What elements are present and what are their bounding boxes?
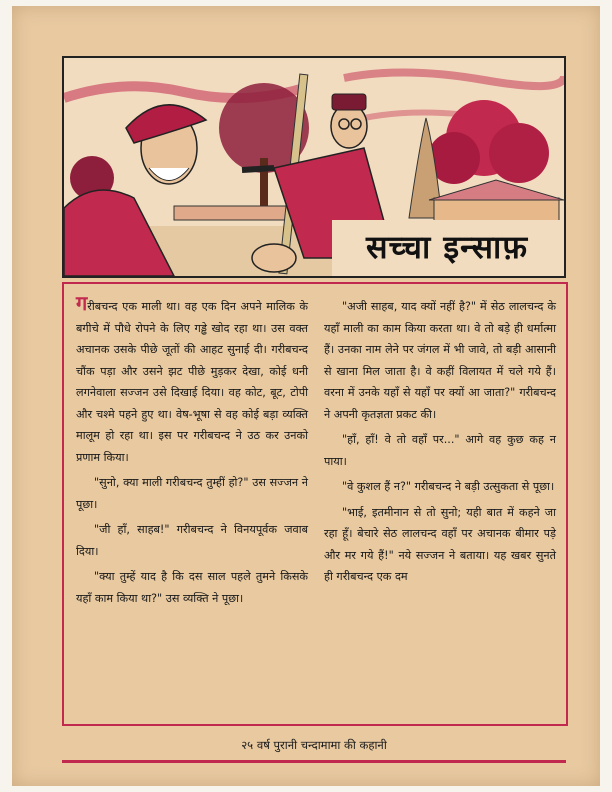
paragraph: "जी हाँ, साहब!" गरीबचन्द ने विनयपूर्वक जवाब दिया। — [76, 523, 308, 558]
left-column — [76, 291, 308, 613]
footer-divider — [62, 760, 566, 763]
paragraph — [76, 291, 308, 468]
drop-cap: ग — [76, 291, 88, 315]
paragraph: "सुनो, क्या माली गरीबचन्द तुम्हीं हो?" उस सज्जन ने पूछा। — [76, 476, 308, 511]
paragraph: "हाँ, हाँ! वे तो वहाँ पर..." आगे वह कुछ कह न पाया। — [324, 433, 556, 468]
story-title: सच्चा इन्साफ़ — [365, 227, 529, 266]
paragraph-text: रीबचन्द एक माली था। वह एक दिन अपने मालिक के बगीचे में पौधे रोपने के लिए गड्ढे खोद रहा था। उस वक्त अचानक उसके पीछे जूतों की आहट सुनाई दी। गरीबचन्द चौंक पड़ा और उसने झट पीछे मुड़कर देखा, कोई धनी लगनेवाला सज्जन उसे दिखाई दिया। वह कोट, बूट, टोपी और चश्मे पहने हुए था। वेष-भूषा से वह कोई बड़ा व्यक्ति मालूम हो रहा था। इस पर गरीबचन्द ने उठ कर उनको प्रणाम किया। — [76, 300, 308, 464]
magazine-page — [12, 6, 600, 786]
page-footer: २५ वर्ष पुरानी चन्दामामा की कहानी — [241, 738, 387, 752]
paragraph: "क्या तुम्हें याद है कि दस साल पहले तुमने किसके यहाँ काम किया था?" उस व्यक्ति ने पूछा। — [76, 570, 308, 605]
paragraph: "वे कुशल हैं न?" गरीबचन्द ने बड़ी उत्सुकता से पूछा। — [342, 480, 555, 493]
right-column — [324, 296, 556, 592]
story-text-frame — [62, 282, 568, 726]
paragraph: "भाई, इतमीनान से तो सुनो; यही बात में कहने जा रहा हूँ। बेचारे सेठ लालचन्द वहाँ पर अचानक बीमार पड़े और मर गये हैं!" नये सज्जन ने बताया। यह खबर सुनते ही गरीबचन्द एक दम — [324, 505, 556, 583]
paragraph: "अजी साहब, याद क्यों नहीं है?" में सेठ लालचन्द के यहाँ माली का काम किया करता था। वे तो बड़े ही धर्मात्मा हैं। उनका नाम लेने पर जंगल में भी जावे, तो बड़ी आसानी से खाना मिल जाता है। वे कहीं विलायत में चले गये हैं। वरना में उनके यहाँ से यहाँ पर क्यों आ जाता?" गरीबचन्द ने अपनी कृतज्ञता प्रकट की। — [324, 300, 556, 421]
